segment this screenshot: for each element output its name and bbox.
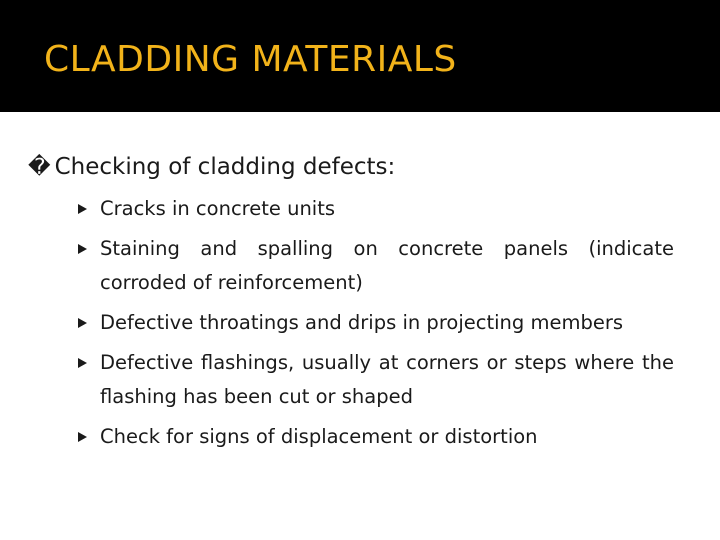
main-point xyxy=(28,150,688,185)
square-arrow-bullet-icon xyxy=(78,432,87,442)
title-bar xyxy=(0,0,720,112)
slide-title: CLADDING MATERIALS xyxy=(44,39,457,80)
square-arrow-bullet-icon xyxy=(78,204,87,214)
missing-glyph-icon: � xyxy=(28,155,51,180)
square-arrow-bullet-icon xyxy=(78,318,87,328)
sub-point-list xyxy=(78,192,674,460)
list-item xyxy=(78,232,674,300)
square-arrow-bullet-icon xyxy=(78,244,87,254)
list-item-text: Defective throatings and drips in projecting members xyxy=(100,311,624,334)
list-item-text: Check for signs of displacement or distortion xyxy=(100,425,538,448)
list-item-text: Defective flashings, usually at corners or steps where the flashing has been cut or shaped xyxy=(100,351,674,408)
list-item-text: Cracks in concrete units xyxy=(100,197,336,220)
slide-body xyxy=(0,112,720,540)
main-point-text: Checking of cladding defects: xyxy=(54,154,396,180)
list-item xyxy=(78,420,674,454)
list-item xyxy=(78,306,674,340)
list-item-text: Staining and spalling on concrete panels (indicate corroded of reinforcement) xyxy=(100,237,674,294)
list-item xyxy=(78,192,674,226)
list-item xyxy=(78,346,674,414)
square-arrow-bullet-icon xyxy=(78,358,87,368)
